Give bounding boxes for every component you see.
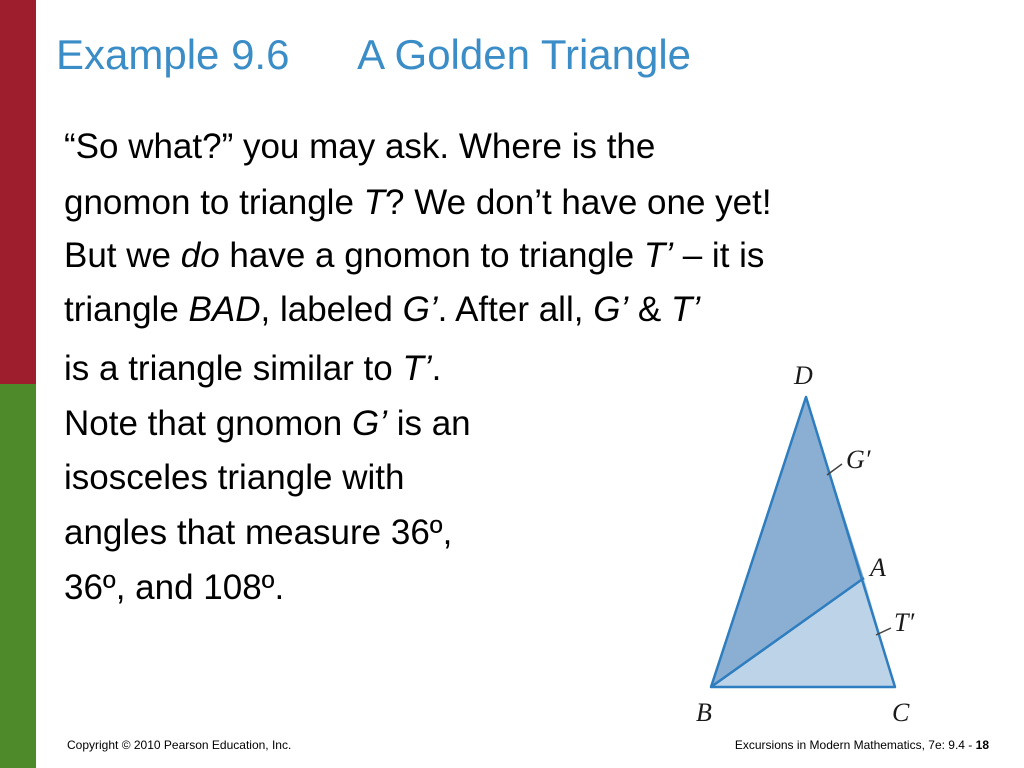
body-line-2 <box>64 185 772 220</box>
triangle-t-prime-ref: T’ <box>670 290 701 329</box>
footer-source <box>735 739 989 751</box>
gnomon-g-prime-ref: G’ <box>351 404 387 443</box>
body-text-run: is an <box>386 404 471 443</box>
side-bar-green <box>0 384 36 768</box>
triangle-t-prime-ref: T’ <box>402 349 432 388</box>
vertex-label-a: A <box>870 553 886 582</box>
gnomon-g-prime-ref: G’ <box>593 290 629 329</box>
body-text-run: have a gnomon to triangle <box>219 236 644 275</box>
gnomon-g-prime-ref: G’ <box>402 290 438 329</box>
body-text-run: isosceles triangle with <box>64 458 405 497</box>
body-line-7 <box>64 460 404 495</box>
vertex-label-d: D <box>794 361 813 390</box>
body-text-run: – it is <box>673 236 765 275</box>
body-line-6 <box>64 406 471 441</box>
golden-triangle-figure <box>680 350 940 730</box>
body-line-5 <box>64 351 441 386</box>
body-line-3 <box>64 238 764 273</box>
body-text-run: ? We don’t have one yet! <box>385 183 772 222</box>
footer-source-text: Excursions in Modern Mathematics, 7e: 9.4 - <box>734 738 976 752</box>
vertex-label-b: B <box>696 698 712 727</box>
body-text-run: , labeled <box>260 290 403 329</box>
triangle-bad-ref: BAD <box>188 290 261 329</box>
body-text-run: & <box>628 290 671 329</box>
body-line-1 <box>64 129 655 164</box>
body-text-run: is a triangle similar to <box>64 349 403 388</box>
body-text-run: 36º, and 108º. <box>64 568 285 607</box>
page-number: 18 <box>975 738 989 752</box>
body-line-8 <box>64 515 452 550</box>
body-text-run: “So what?” you may ask. Where is the <box>64 127 656 166</box>
emphasis-do: do <box>180 236 220 275</box>
body-text-run: gnomon to triangle <box>64 183 364 222</box>
slide-title: Example 9.6 A Golden Triangle <box>56 31 692 78</box>
body-text-run: . After all, <box>437 290 594 329</box>
body-line-4 <box>64 292 700 327</box>
body-text-run: triangle <box>64 290 189 329</box>
footer-copyright: Copyright © 2010 Pearson Education, Inc. <box>67 738 292 752</box>
body-text-run: angles that measure 36º, <box>64 513 453 552</box>
label-g-prime: G′ <box>846 445 871 474</box>
label-t-prime: T′ <box>894 608 915 637</box>
body-text-run: Note that gnomon <box>64 404 352 443</box>
triangle-t-prime-ref: T’ <box>643 236 673 275</box>
body-text-run: But we <box>64 236 181 275</box>
body-text-run: . <box>431 349 442 388</box>
side-bar-red <box>0 0 36 384</box>
triangle-t-ref: T <box>363 183 386 222</box>
body-line-9 <box>64 570 284 605</box>
vertex-label-c: C <box>892 698 910 727</box>
